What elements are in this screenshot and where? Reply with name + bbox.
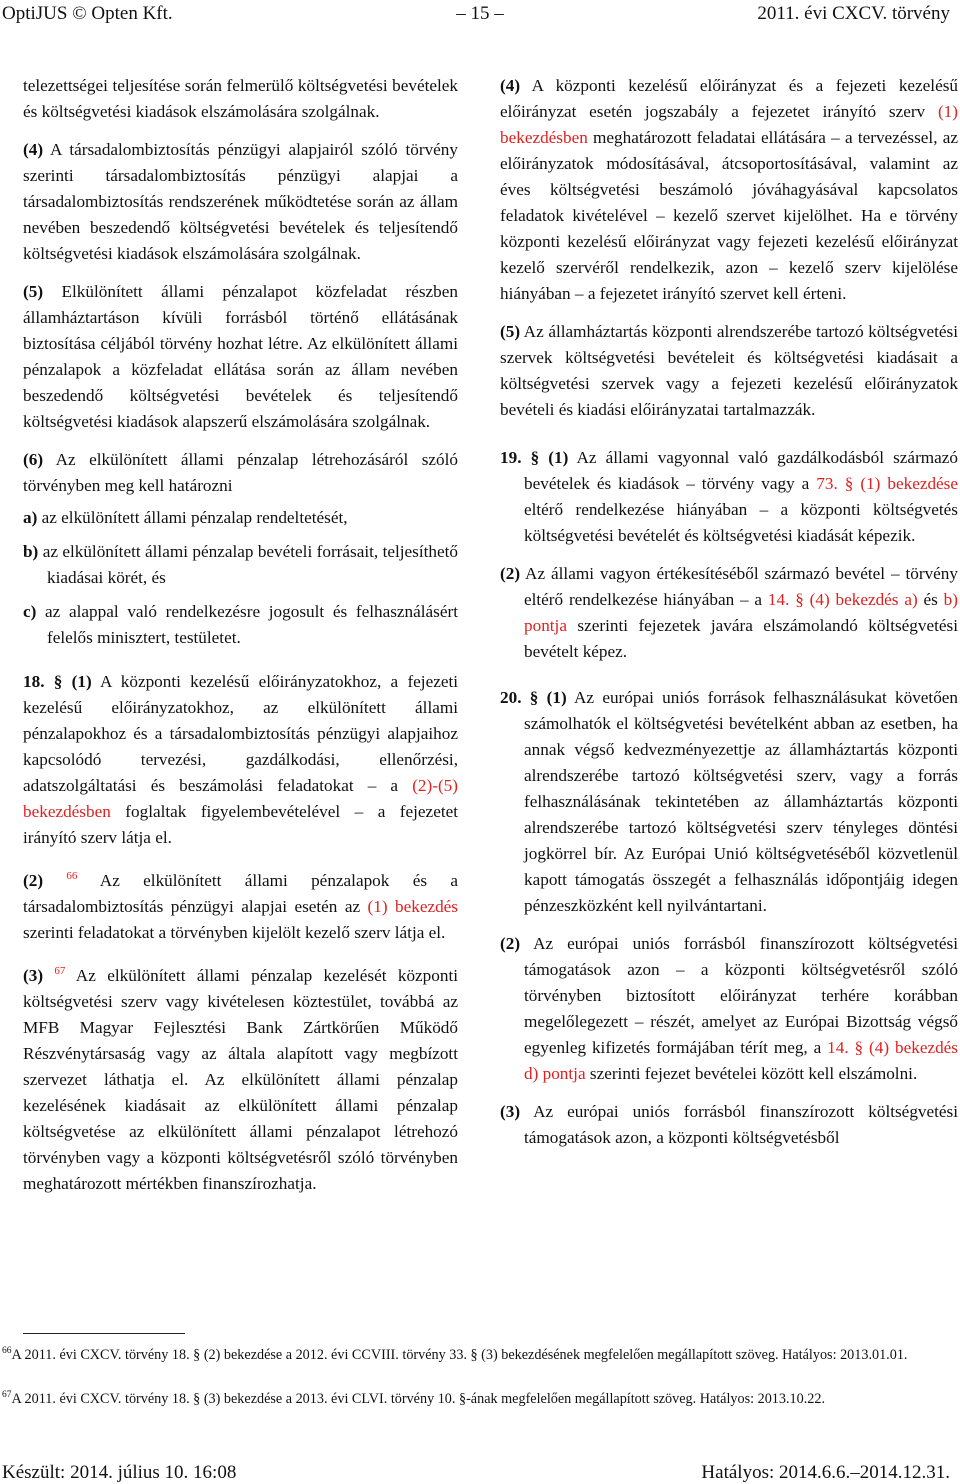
list-item-c: c) az alappal való rendelkezésre jogosult és felhasználásért felelős minisztert, testületet. bbox=[23, 602, 458, 647]
section-20-2: (2) Az európai uniós forrásból finanszírozott költségvetési támogatások azon – a központi költségvetésről szóló törvényben biztosított előirányzat terhére korábban megelőlegezett – részét, amelyet az Európai Bizottság végső egyenleg kifizetés formájában térít meg, a 14. § (4) bekezdés d) pontja szerinti fejezet bevételei között kell elszámolni. bbox=[500, 934, 958, 1083]
link-b-pontja[interactable]: b) pontja bbox=[524, 590, 958, 635]
paragraph-17-5: (5) Elkülönített állami pénzalapot közfeladat részben államháztartáson kívüli forrásból történő ellátásának biztosítása céljából törvény hozhat létre. Az elkülönített állami pénzalapok a közfeladat ellátása során az állam nevében beszedendő költségvetési bevételek és teljesítendő költségvetési kiadások alapszerű elszámolására szolgálnak. bbox=[23, 282, 458, 431]
list-item-a: a) az elkülönített állami pénzalap rendeltetését, bbox=[23, 508, 348, 527]
paragraph-17-4: (4) A társadalombiztosítás pénzügyi alapjairól szóló törvény szerinti társadalombiztosítás pénzügyi alapjai a társadalombiztosítás rendszerének működtetése során az állam nevében beszedendő költségvetési bevételek és teljesítendő költségvetési kiadások elszámolására szolgálnak. bbox=[23, 140, 458, 263]
header-law-title: 2011. évi CXCV. törvény bbox=[757, 3, 950, 24]
link-bekezdes-2-5[interactable]: (2)-(5) bekezdésben bbox=[23, 776, 458, 821]
section-18-3: (3) $^{67}$ Az elkülönített állami pénzalap kezelését központi költségvetési szerv vagy kivételesen köztestület, továbbá az MFB Magyar Fejlesztési Bank Zártkörűen Működő Részvénytársaság vagy az általa alapított vagy megbízott szervezet láthatja el. Az elkülönített állami pénzalap kezelésének kiadásait az elkülönített állami pénzalap költségvetése az elkülönített állami pénzalapot létrehozó törvényben vagy a központi költségvetésről szóló törvényben meghatározott mértékben finanszírozhatja. bbox=[23, 965, 459, 1193]
section-18-2: (2) $^{66}$ Az elkülönített állami pénzalapok és a társadalombiztosítás pénzügyi alapjai esetén az (1) bekezdés szerinti feladatokat a törvényben kijelölt kezelő szerv látja el. bbox=[23, 870, 458, 942]
left-column bbox=[23, 73, 458, 1209]
footnote-67-number: 67 bbox=[2, 1390, 12, 1400]
footnote-ref-66[interactable]: 66 bbox=[66, 870, 78, 882]
list-item-b: b) az elkülönített állami pénzalap bevételi forrásait, teljesíthető kiadásai körét, és bbox=[23, 542, 458, 587]
section-20-3: (3) Az európai uniós forrásból finanszírozott költségvetési támogatások azon, a központi költségvetésből bbox=[500, 1102, 958, 1147]
paragraph-17-6: (6) Az elkülönített állami pénzalap létrehozásáról szóló törvényben meg kell határozni bbox=[23, 450, 458, 495]
footnote-divider bbox=[23, 1333, 185, 1334]
footnote-ref-67[interactable]: 67 bbox=[54, 965, 66, 977]
link-bekezdesben-1[interactable]: (1) bekezdésben bbox=[500, 102, 958, 147]
section-18-1: 18. § (1) A központi kezelésű előirányzatokhoz, a fejezeti kezelésű előirányzatokhoz, az elkülönített állami pénzalapokhoz és a társadalombiztosítás pénzügyi alapjaihoz kapcsolódó tervezési, gazdálkodási, ellenőrzési, adatszolgáltatási és beszámolási feladatokat – a (2)-(5) bekezdésben foglaltak figyelembevételével – a fejezetet irányító szerv látja el. bbox=[23, 672, 459, 847]
paragraph-continuation: telezettségei teljesítése során felmerülő költségvetési bevételek és költségvetési kiadások elszámolására szolgálnak. bbox=[23, 76, 458, 121]
page-footer bbox=[0, 1462, 960, 1484]
section-19-2: (2) Az állami vagyon értékesítéséből származó bevétel – törvény eltérő rendelkezése hiányában – a 14. § (4) bekezdés a) és b) pontja szerinti fejezetek javára elszámolandó költségvetési bevételt képez. bbox=[500, 564, 958, 661]
page-header bbox=[0, 3, 960, 29]
link-14-4-a[interactable]: 14. § (4) bekezdés a) bbox=[767, 590, 918, 609]
footnote-66: $^{66}$A 2011. évi CXCV. törvény 18. § (2) bekezdése a 2012. évi CCVIII. törvény 33. § (3) bekezdésének megfelelően megállapított szöveg. Hatályos: 2013.01.01. bbox=[2, 1346, 908, 1363]
footnote-67: $^{67}$A 2011. évi CXCV. törvény 18. § (3) bekezdése a 2013. évi CLVI. törvény 10. §-ának megfelelően megállapított szöveg. Hatályos: 2013.10.22. bbox=[2, 1390, 826, 1407]
footer-effective: Hatályos: 2014.6.6.–2014.12.31. bbox=[701, 1462, 950, 1483]
footer-created: Készült: 2014. július 10. 16:08 bbox=[2, 1462, 237, 1483]
header-publisher: OptiJUS © Opten Kft. bbox=[2, 3, 173, 24]
header-page-number: – 15 – bbox=[456, 3, 504, 24]
paragraph-18-4: (4) A központi kezelésű előirányzat és a fejezeti kezelésű előirányzat esetén jogszabály a fejezetet irányító szerv (1) bekezdésben meghatározott feladatai ellátására – a tervezéssel, az előirányzatok módosításával, átcsoportosításával, valamint az éves költségvetési beszámoló jóváhagyásával kapcsolatos feladatok kivételével – kezelő szervet kijelölhet. Ha e törvény központi kezelésű előirányzat vagy fejezeti kezelésű előirányzat kezelő szervéről rendelkezik, azon – kezelő szerv kijelölése hiányában – a fejezetet irányító szervet kell érteni. bbox=[500, 76, 958, 303]
link-73-1[interactable]: 73. § (1) bekezdése bbox=[816, 474, 958, 493]
section-19-1: 19. § (1) Az állami vagyonnal való gazdálkodásból származó bevételek és kiadások – törvény vagy a 73. § (1) bekezdése eltérő rendelkezése hiányában – a központi költségvetés költségvetési bevételét és költségvetési kiadását képezik. bbox=[500, 448, 959, 545]
link-14-4-d[interactable]: 14. § (4) bekezdés d) pontja bbox=[524, 1038, 958, 1083]
paragraph-18-5: (5) Az államháztartás központi alrendszerébe tartozó költségvetési szervek költségvetési bevételeit és költségvetési kiadásait a költségvetési szervek vagy a fejezeti kezelésű előirányzatok bevételi és kiadási előirányzatai tartalmazzák. bbox=[500, 322, 958, 419]
section-20-1: 20. § (1) Az európai uniós források felhasználásukat követően számolhatók el költségvetési bevételként abban az esetben, ha annak végső kedvezményezettje az államháztartás központi alrendszerébe tartozó költségvetési szerv, vagy a forrás felhasználásának tekintetében az államháztartás központi alrendszerébe tartozó költségvetési szerv tényleges döntési jogkörrel bír. Az Európai Unió költségvetéséből közvetlenül kapott támogatás összegét a felhasználás időpontjáig idegen pénzeszközként kell nyilvántartani. bbox=[500, 688, 959, 915]
link-bekezdes-1[interactable]: (1) bekezdés bbox=[367, 897, 458, 916]
footnote-66-number: 66 bbox=[2, 1346, 12, 1356]
right-column bbox=[500, 73, 958, 1163]
